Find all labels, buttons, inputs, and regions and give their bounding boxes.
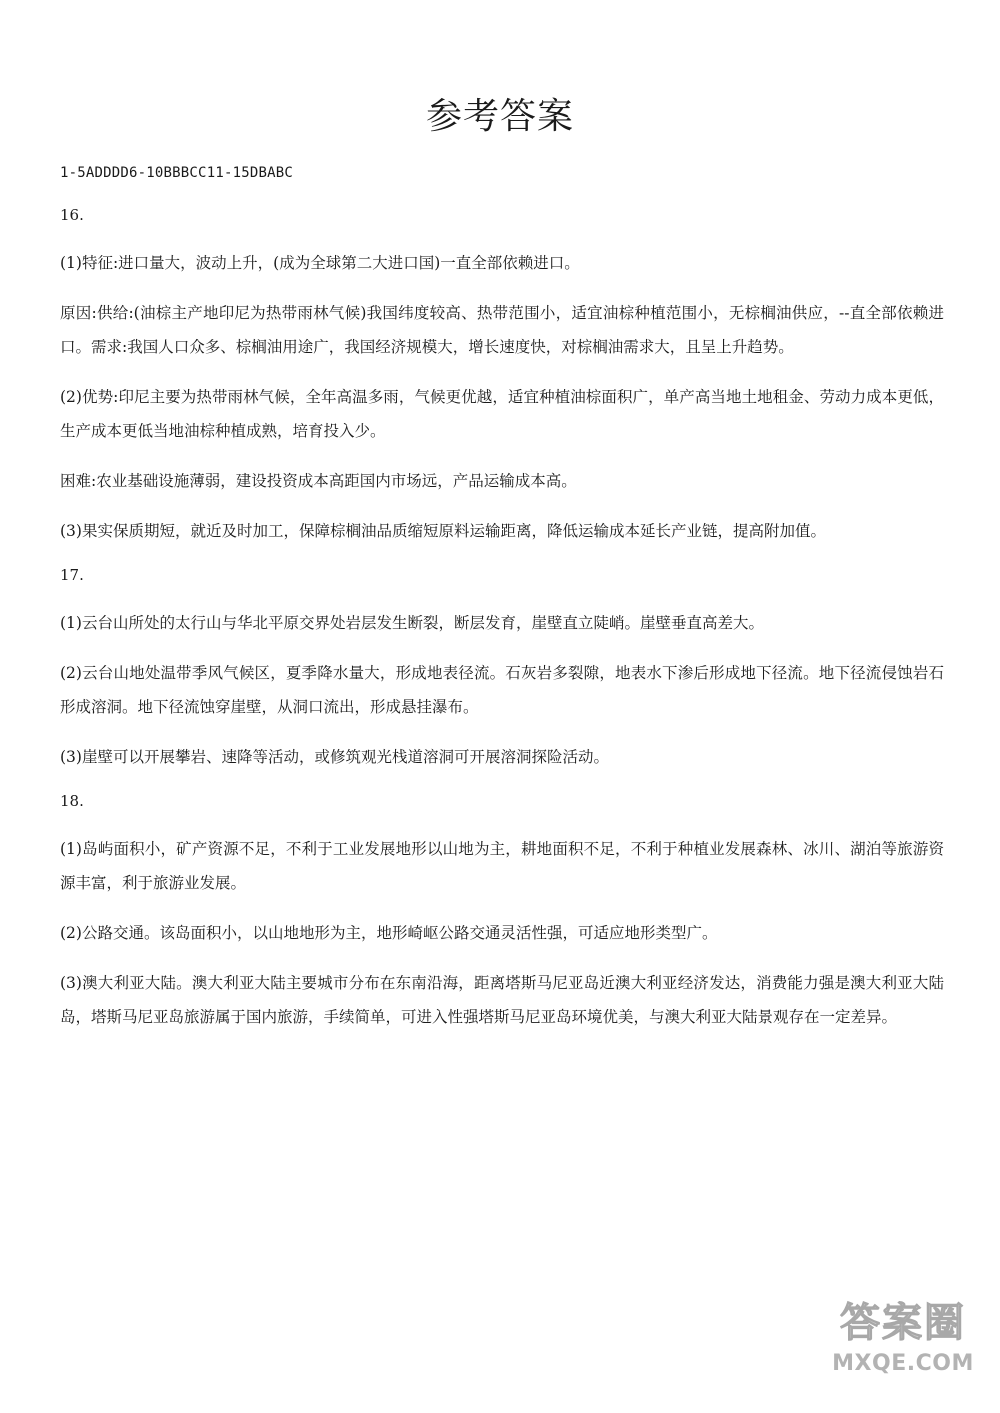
answer-paragraph: 原因:供给:(油棕主产地印尼为热带雨林气候)我国纬度较高、热带范围小，适宜油棕种植范围小，无棕榈油供应，--直全部依赖进口。需求:我国人口众多、棕榈油用途广，我国经济规模大，增长速度快，对棕榈油需求大，且呈上升趋势。 — [60, 304, 944, 356]
answer-paragraph: (2)优势:印尼主要为热带雨林气候，全年高温多雨，气候更优越，适宜种植油棕面积广，单产高当地土地租金、劳动力成本更低，生产成本更低当地油棕种植成熟，培育投入少。 — [60, 388, 944, 440]
question-17 — [60, 564, 944, 774]
answer-paragraph: (1)岛屿面积小，矿产资源不足，不利于工业发展地形以山地为主，耕地面积不足，不利于种植业发展森林、冰川、湖泊等旅游资源丰富，利于旅游业发展。 — [60, 840, 944, 892]
answer-paragraph: (3)果实保质期短，就近及时加工，保障棕榈油品质缩短原料运输距离，降低运输成本延长产业链，提高附加值。 — [60, 522, 826, 540]
question-16 — [60, 204, 944, 548]
question-number: 18. — [60, 792, 84, 810]
question-number: 17. — [60, 566, 84, 584]
watermark-site: MXQE.COM — [832, 1351, 974, 1376]
answer-paragraph: (2)云台山地处温带季风气候区，夏季降水量大，形成地表径流。石灰岩多裂隙，地表水下渗后形成地下径流。地下径流侵蚀岩石形成溶洞。地下径流蚀穿崖壁，从洞口流出，形成悬挂瀑布。 — [60, 664, 944, 716]
question-number: 16. — [60, 206, 84, 224]
answer-paragraph: (1)特征:进口量大，波动上升，(成为全球第二大进口国)一直全部依赖进口。 — [60, 254, 580, 272]
answer-paragraph: 困难:农业基础设施薄弱，建设投资成本高距国内市场远，产品运输成本高。 — [60, 472, 577, 490]
question-18 — [60, 790, 944, 1034]
page-title: 参考答案 — [425, 96, 574, 138]
answer-paragraph: (3)澳大利亚大陆。澳大利亚大陆主要城市分布在东南沿海，距离塔斯马尼亚岛近澳大利亚经济发达，消费能力强是澳大利亚大陆岛，塔斯马尼亚岛旅游属于国内旅游，手续简单，可进入性强塔斯马尼亚岛环境优美，与澳大利亚大陆景观存在一定差异。 — [60, 974, 944, 1026]
answer-paragraph: (1)云台山所处的太行山与华北平原交界处岩层发生断裂，断层发育，崖壁直立陡峭。崖壁垂直高差大。 — [60, 614, 764, 632]
answer-content — [60, 162, 944, 1050]
watermark-logo — [828, 1295, 978, 1405]
answer-paragraph: (2)公路交通。该岛面积小，以山地地形为主，地形崎岖公路交通灵活性强，可适应地形类型广。 — [60, 924, 718, 942]
watermark-logo-text: 答案圈 — [840, 1300, 966, 1346]
multiple-choice-answers: 1-5ADDDD6-10BBBCC11-15DBABC — [60, 165, 293, 181]
answer-paragraph: (3)崖壁可以开展攀岩、速降等活动，或修筑观光栈道溶洞可开展溶洞探险活动。 — [60, 748, 609, 766]
